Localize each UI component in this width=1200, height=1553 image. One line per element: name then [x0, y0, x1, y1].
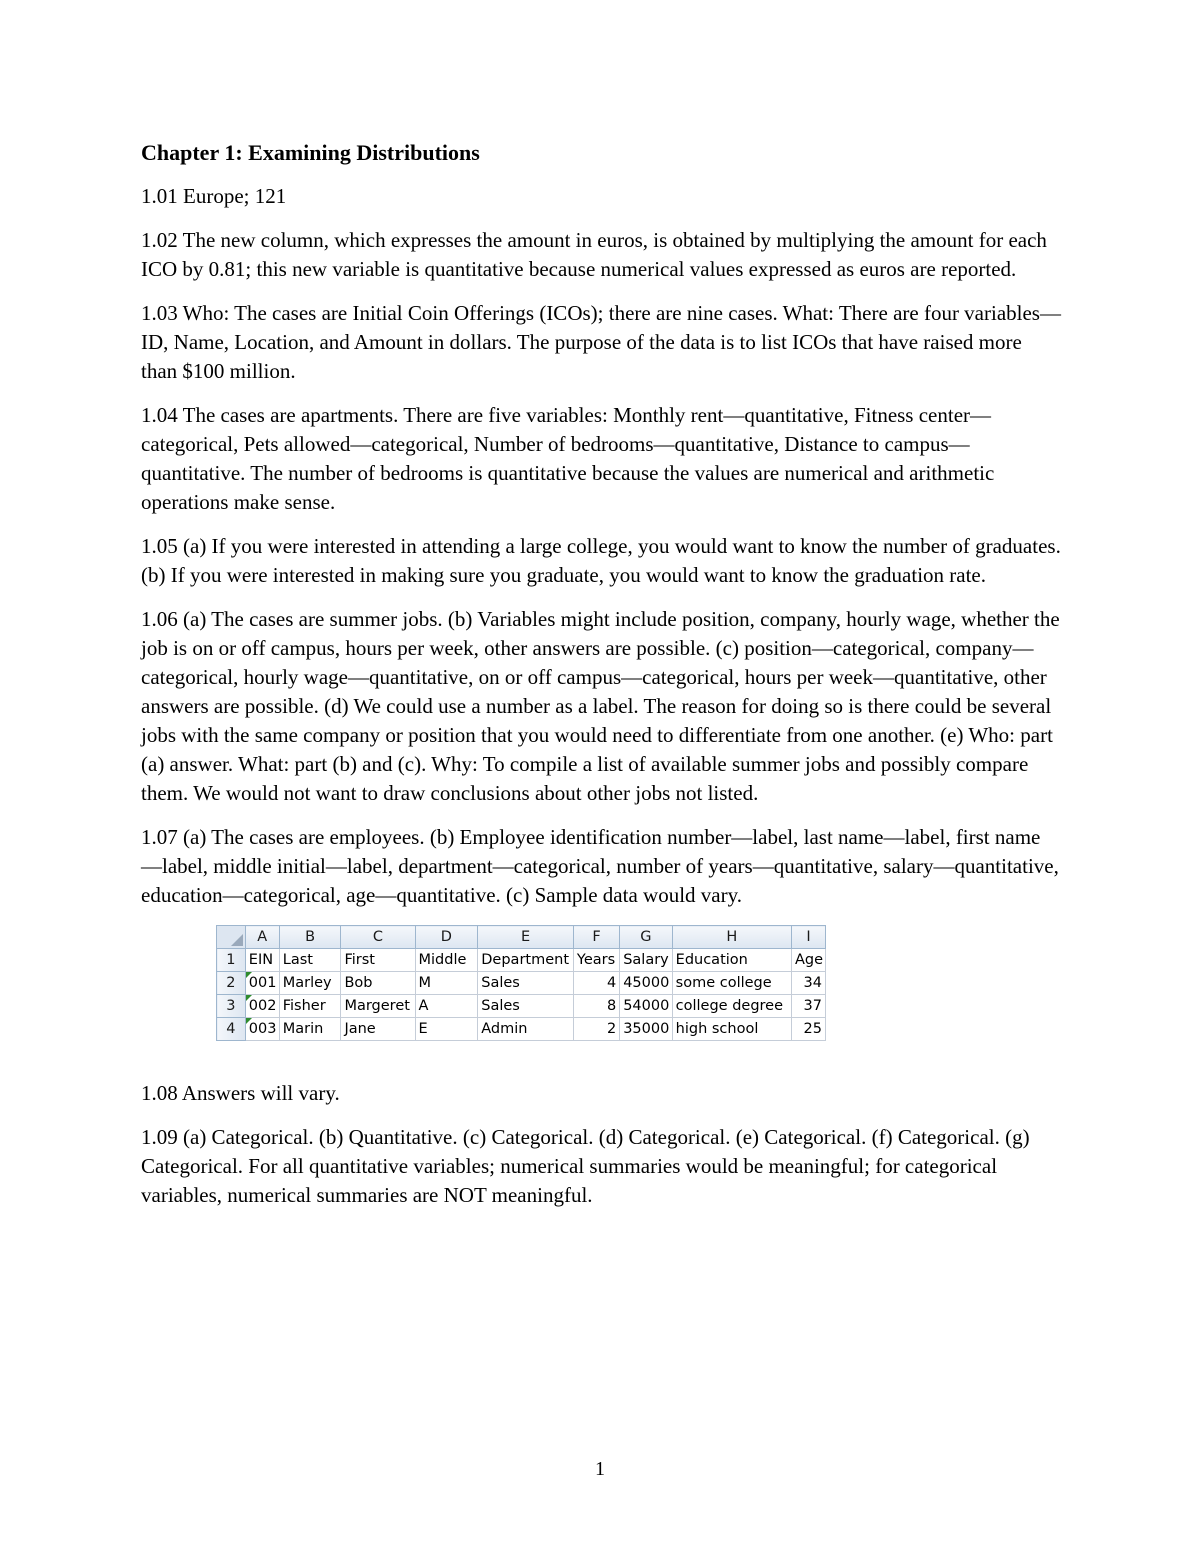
cell: Sales — [478, 995, 574, 1018]
cell: Education — [672, 949, 791, 972]
cell: 54000 — [620, 995, 672, 1018]
cell: Age — [791, 949, 825, 972]
error-indicator-icon — [246, 972, 252, 978]
cell: Fisher — [279, 995, 341, 1018]
cell-ein: 002 — [245, 995, 279, 1018]
column-header: E — [478, 926, 574, 949]
row-number: 1 — [217, 949, 246, 972]
cell: 34 — [791, 972, 825, 995]
answer-1-01: 1.01 Europe; 121 — [141, 184, 287, 208]
column-header: A — [245, 926, 279, 949]
cell: E — [415, 1018, 478, 1041]
table-row — [217, 1018, 826, 1041]
document-page — [141, 138, 1061, 1225]
cell: Margeret — [341, 995, 415, 1018]
column-header: I — [791, 926, 825, 949]
spreadsheet-image — [216, 925, 826, 1041]
cell: 8 — [573, 995, 619, 1018]
cell: Department — [478, 949, 574, 972]
cell: Last — [279, 949, 341, 972]
cell: 35000 — [620, 1018, 672, 1041]
cell: 4 — [573, 972, 619, 995]
answer-1-09: 1.09 (a) Categorical. (b) Quantitative. (c) Categorical. (d) Categorical. (e) Categorical. (f) Categorical. (g) Categorical. For all quantitative variables; numerical summaries would be meaningful; for categorical variables, numerical summaries are NOT meaningful. — [141, 1125, 1030, 1207]
cell: high school — [672, 1018, 791, 1041]
cell: A — [415, 995, 478, 1018]
answer-1-03: 1.03 Who: The cases are Initial Coin Offerings (ICOs); there are nine cases. What: There are four variables—ID, Name, Location, and Amount in dollars. The purpose of the data is to list ICOs that have raised more than $100 million. — [141, 301, 1061, 383]
error-indicator-icon — [246, 1018, 252, 1024]
answer-1-07: 1.07 (a) The cases are employees. (b) Employee identification number—label, last name—label, first name—label, middle initial—label, department—categorical, number of years—quantitative, salary—quantitative, education—categorical, age—quantitative. (c) Sample data would vary. — [141, 825, 1059, 907]
answer-1-04: 1.04 The cases are apartments. There are five variables: Monthly rent—quantitative, Fitness center—categorical, Pets allowed—categorical, Number of bedrooms—quantitative, Distance to campus—quantitative. The number of bedrooms is quantitative because the values are numerical and arithmetic operations make sense. — [141, 403, 995, 514]
cell: Marley — [279, 972, 341, 995]
cell: First — [341, 949, 415, 972]
cell: 37 — [791, 995, 825, 1018]
cell: Marin — [279, 1018, 341, 1041]
cell-ein: 003 — [245, 1018, 279, 1041]
cell: EIN — [245, 949, 279, 972]
table-row — [217, 949, 826, 972]
chapter-title: Chapter 1: Examining Distributions — [141, 140, 480, 165]
column-header: G — [620, 926, 672, 949]
cell: 45000 — [620, 972, 672, 995]
cell: college degree — [672, 995, 791, 1018]
column-header: D — [415, 926, 478, 949]
cell: 25 — [791, 1018, 825, 1041]
cell: Jane — [341, 1018, 415, 1041]
cell: M — [415, 972, 478, 995]
cell: 2 — [573, 1018, 619, 1041]
row-number: 4 — [217, 1018, 246, 1041]
cell: Bob — [341, 972, 415, 995]
cell: some college — [672, 972, 791, 995]
table-row — [217, 972, 826, 995]
cell: Salary — [620, 949, 672, 972]
table-row — [217, 995, 826, 1018]
column-header-row — [217, 926, 826, 949]
answer-1-06: 1.06 (a) The cases are summer jobs. (b) Variables might include position, company, hourly wage, whether the job is on or off campus, hours per week, other answers are possible. (c) position—categorical, company—categorical, hourly wage—quantitative, on or off campus—categorical, hours per week—quantitative, other answers are possible. (d) We could use a number as a label. The reason for doing so is there could be several jobs with the same company or position that you would need to differentiate from one another. (e) Who: part (a) answer. What: part (b) and (c). Why: To compile a list of available summer jobs and possibly compare them. We would not want to draw conclusions about other jobs not listed. — [141, 607, 1060, 805]
answer-1-05: 1.05 (a) If you were interested in attending a large college, you would want to know the number of graduates. (b) If you were interested in making sure you graduate, you would want to know the graduation rate. — [141, 534, 1061, 587]
column-header: C — [341, 926, 415, 949]
row-number: 3 — [217, 995, 246, 1018]
cell: Years — [573, 949, 619, 972]
cell: Sales — [478, 972, 574, 995]
row-number: 2 — [217, 972, 246, 995]
column-header: H — [672, 926, 791, 949]
error-indicator-icon — [246, 995, 252, 1001]
select-all-corner — [217, 926, 246, 949]
answer-1-08: 1.08 Answers will vary. — [141, 1081, 340, 1105]
column-header: B — [279, 926, 341, 949]
column-header: F — [573, 926, 619, 949]
page-number: 1 — [595, 1458, 605, 1480]
cell: Middle — [415, 949, 478, 972]
answer-1-02: 1.02 The new column, which expresses the amount in euros, is obtained by multiplying the amount for each ICO by 0.81; this new variable is quantitative because numerical values expressed as euros are reported. — [141, 228, 1047, 281]
spreadsheet-table — [216, 925, 826, 1041]
cell-ein: 001 — [245, 972, 279, 995]
cell: Admin — [478, 1018, 574, 1041]
